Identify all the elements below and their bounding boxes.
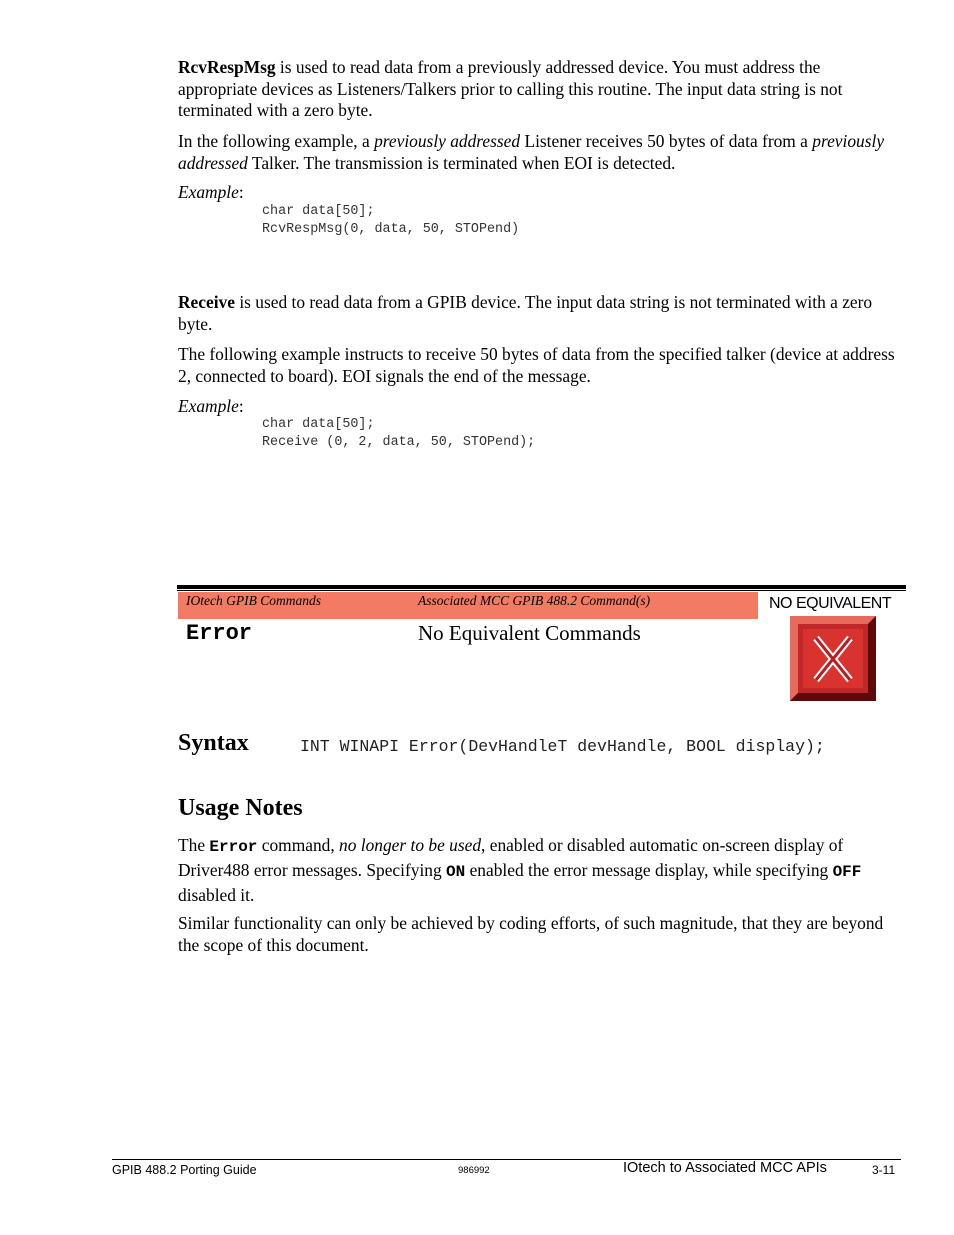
italic-run: previously addressed	[178, 131, 885, 173]
example-label-text: Example	[178, 182, 239, 202]
inline-command-error: Error	[209, 838, 258, 856]
usage-paragraph-1	[178, 834, 902, 907]
text-run: enabled the error message display, while specifying	[465, 860, 833, 880]
footer-page-number: 3-11	[872, 1163, 896, 1177]
text-run: , enabled or disabled automatic on-screen display of Driver488 error messages. Specifying	[178, 835, 844, 880]
receive-code-line-2: Receive (0, 2, data, 50, STOPend);	[262, 435, 536, 450]
text-run: In the following example, a	[178, 131, 375, 151]
receive-example-label: Example:	[178, 396, 244, 416]
rcvrespmsg-desc-text: is used to read data from a previously addressed device. You must address the appropriate devices as Listeners/Talkers prior to calling this routine. The input data string is not terminated with a zero byte.	[178, 57, 843, 120]
syntax-heading: Syntax	[178, 730, 249, 756]
footer-center: 986992	[458, 1165, 490, 1176]
footer-right: IOtech to Associated MCC APIs	[623, 1160, 827, 1176]
italic-run: no longer to be used	[339, 835, 482, 855]
text-run: Talker. The transmission is terminated when EOI is detected.	[247, 152, 676, 173]
inline-keyword-on: ON	[446, 863, 466, 881]
x-icon	[790, 616, 876, 701]
table-top-rule	[177, 585, 906, 589]
text-run: command,	[257, 835, 340, 855]
receive-code-line-1: char data[50];	[262, 417, 375, 432]
associated-commands: No Equivalent Commands	[418, 621, 641, 645]
footer-left: GPIB 488.2 Porting Guide	[112, 1163, 257, 1177]
receive-name: Receive	[178, 292, 235, 312]
usage-notes-heading: Usage Notes	[178, 795, 303, 821]
syntax-code: INT WINAPI Error(DevHandleT devHandle, BOOL display);	[300, 737, 825, 756]
italic-run: previously addressed	[374, 131, 521, 151]
rcvrespmsg-name: RcvRespMsg	[178, 57, 276, 77]
text-run: disabled it.	[178, 885, 255, 905]
no-equivalent-label: NO EQUIVALENT	[769, 595, 892, 612]
text-run: Listener receives 50 bytes of data from a	[520, 131, 813, 151]
receive-description	[178, 292, 902, 335]
column-header-mcc: Associated MCC GPIB 488.2 Command(s)	[418, 593, 651, 608]
text-run: The	[178, 835, 210, 855]
usage-paragraph-2: Similar functionality can only be achieved by coding efforts, of such magnitude, that they are beyond the scope of this document.	[178, 913, 884, 955]
rcvrespmsg-example-label: Example:	[178, 182, 244, 202]
command-name: Error	[186, 621, 253, 646]
rcvrespmsg-code-line-2: RcvRespMsg(0, data, 50, STOPend)	[262, 222, 520, 237]
example-label-text: Example	[178, 396, 239, 416]
receive-desc-text: is used to read data from a GPIB device. The input data string is not terminated with a zero byte.	[178, 292, 873, 334]
inline-keyword-off: OFF	[832, 863, 862, 881]
rcvrespmsg-code-line-1: char data[50];	[262, 204, 375, 219]
rcvrespmsg-example-intro	[178, 131, 902, 174]
receive-example-intro: The following example instructs to receive 50 bytes of data from the specified talker (device at address 2, connected to board). EOI signals the end of the message.	[178, 344, 895, 386]
table-top-rule-thin	[177, 590, 906, 591]
no-equivalent-badge	[790, 616, 876, 701]
column-header-iotech: IOtech GPIB Commands	[186, 593, 321, 608]
rcvrespmsg-description	[178, 57, 902, 122]
